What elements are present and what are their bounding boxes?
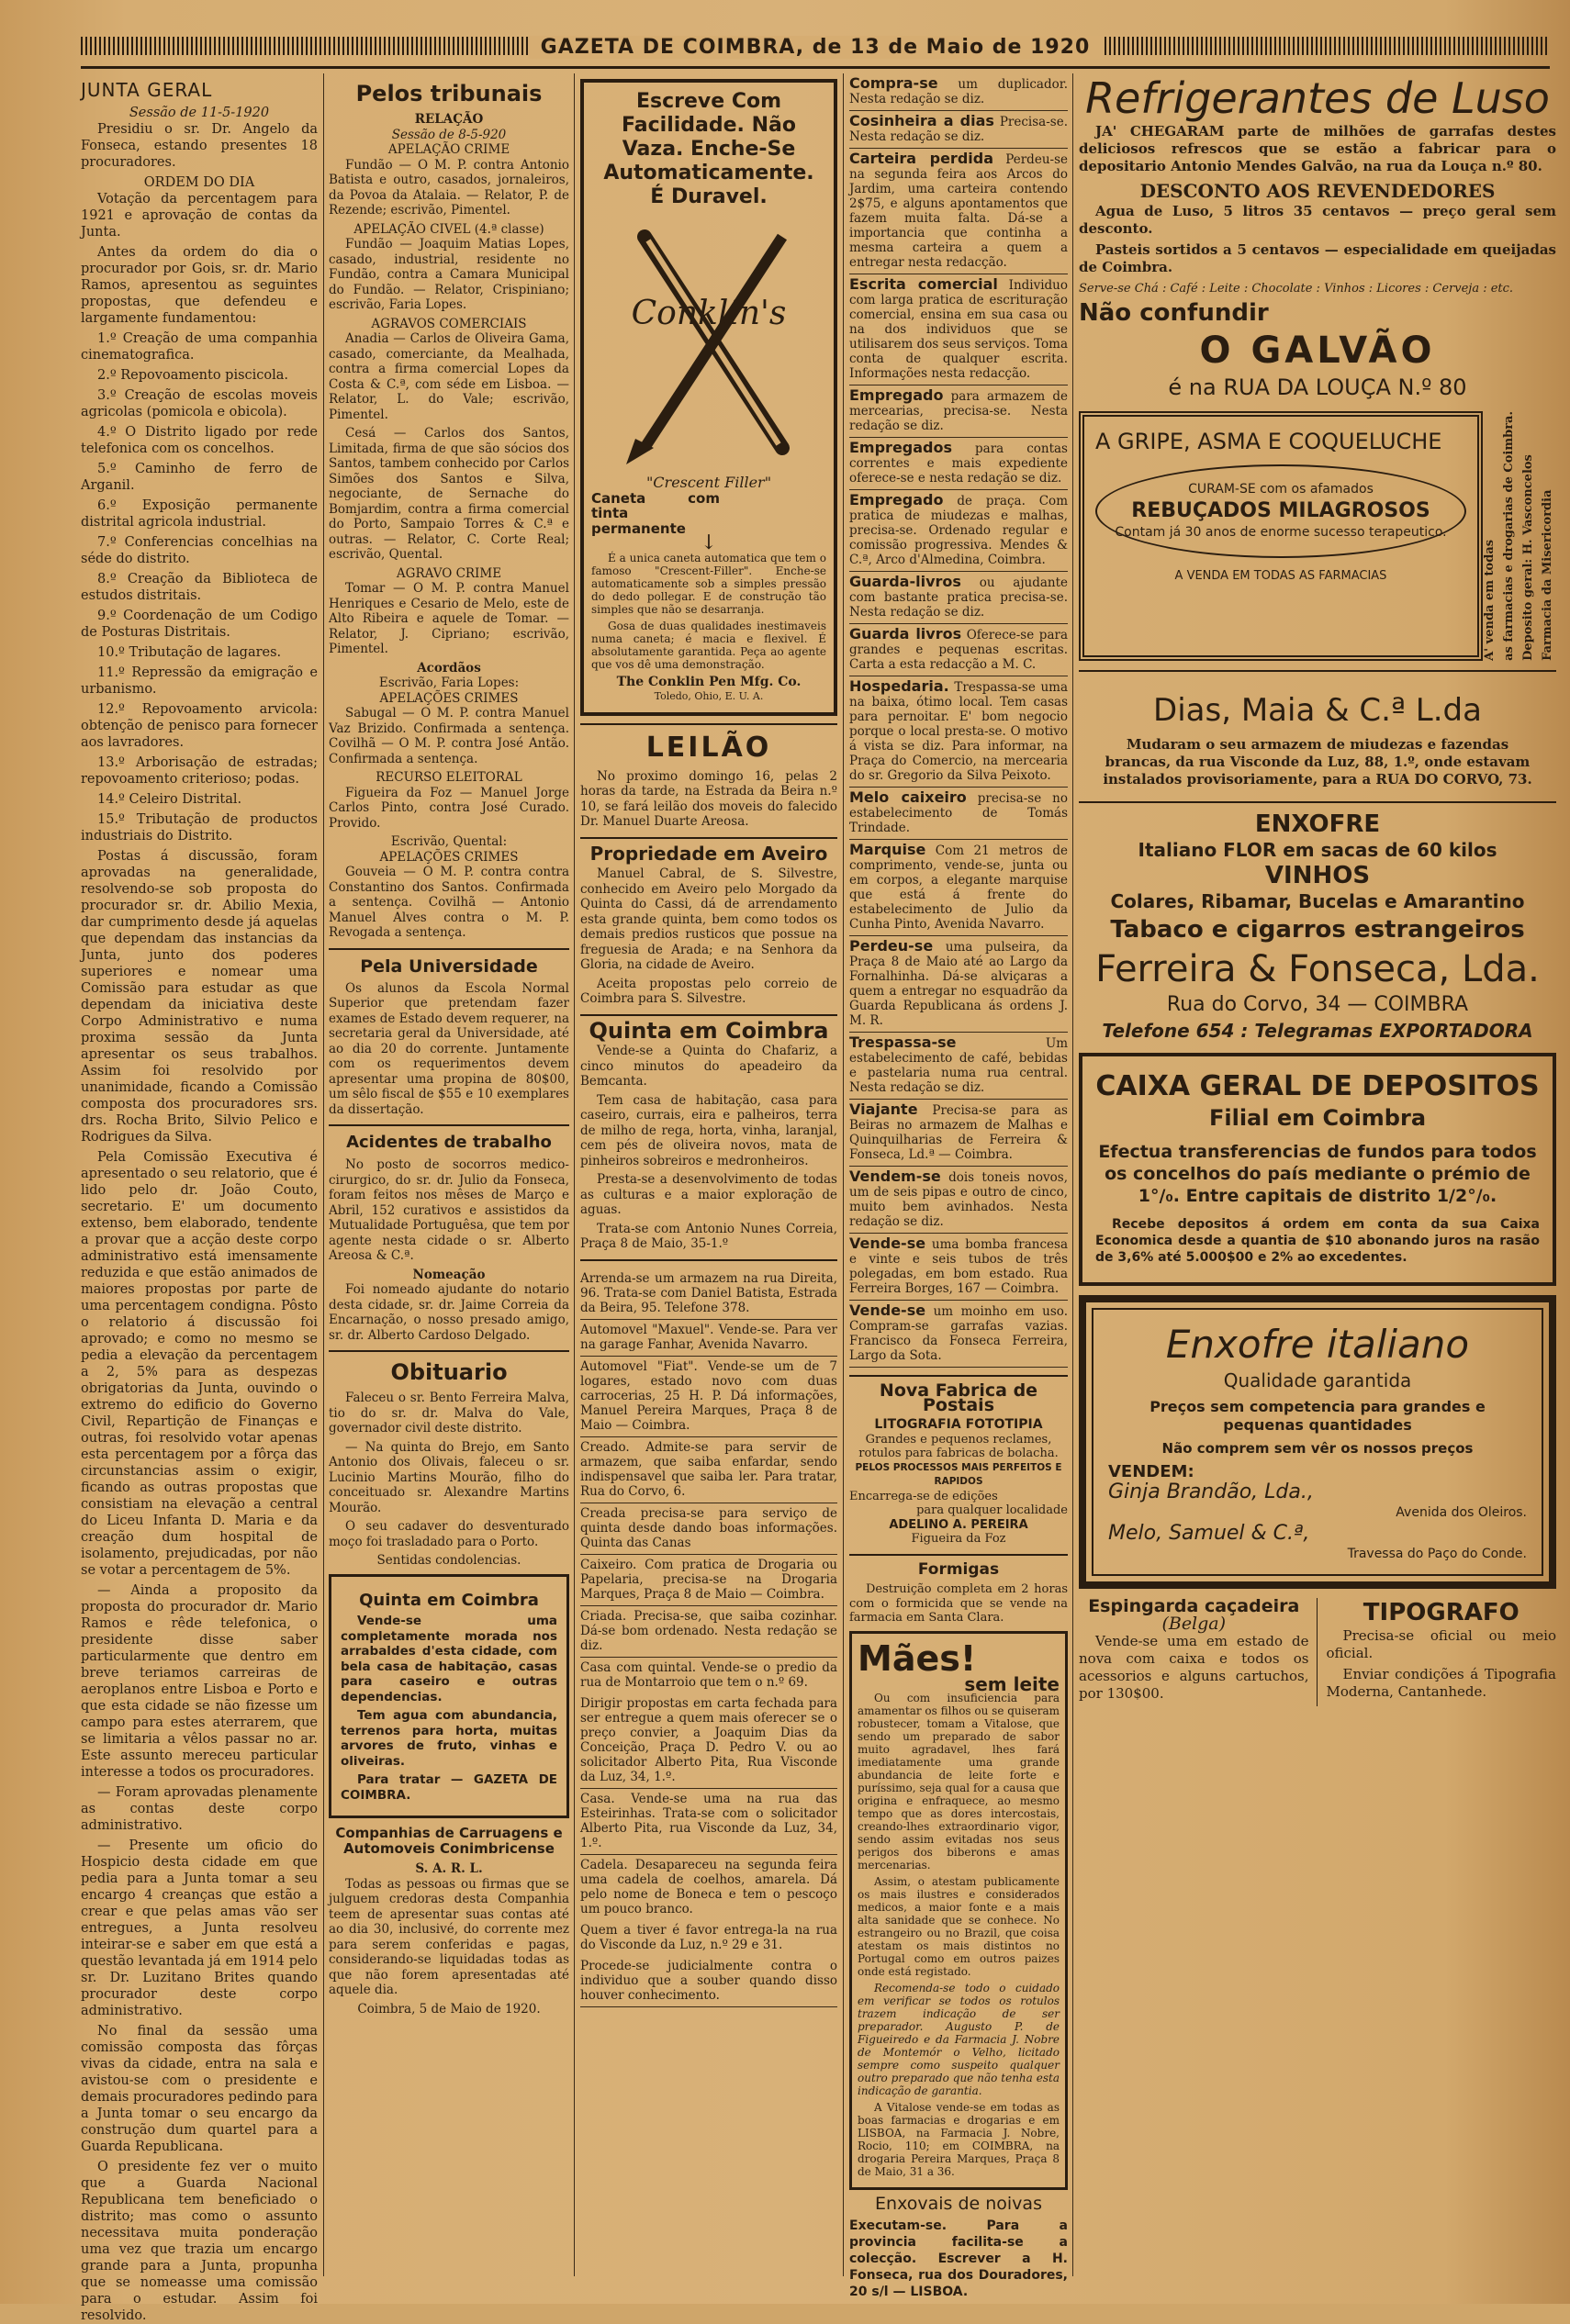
- pen-headline: Escreve Com Facilidade. Não Vaza. Enche-Se Automaticamente.: [603, 90, 814, 184]
- refrigerantes-desconto: DESCONTO AOS REVENDEDORES: [1139, 180, 1496, 202]
- case-text: Gouveia — O M. P. contra contra Constantino dos Santos. Confirmada a sentença. Covilhã — Antonio Manuel Alves contra o M. P. Revogada a sentença.: [329, 865, 569, 940]
- classified-item: [849, 1033, 1068, 1100]
- dias-maia-title: Dias, Maia & C.ª L.da: [1153, 691, 1482, 729]
- junta-paragraph: Presidiu o sr. Dr. Angelo da Fonseca, estando presentes 18 procuradores.: [81, 122, 318, 170]
- classified-item: Caixeiro. Com pratica de Drogaria ou Papelaria, precisa-se na Drogaria Marques, Praça 8 de Maio — Coimbra.: [580, 1555, 837, 1606]
- classified-text: Oferece-se para grandes e pequenas escritas. Carta a esta redacção a M. C.: [849, 628, 1068, 672]
- case-text: Sabugal — O M. P. contra Manuel Vaz Brizido. Confirmada a sentença. Covilhã — O M. P. contra José Antão. Confirmada a sentença.: [329, 706, 569, 766]
- pen-text: É a unica caneta automatica que tem o famoso "Crescent-Filler". Enche-se automaticamente sob a simples pressão do dedo pollegar. E de construção tão simples que não se desarranja.: [591, 551, 826, 616]
- refrigerantes-text: JA' CHEGARAM parte de milhões de garrafas destes deliciosos refrescos que se estão a fabricar para o depositario Antonio Mendes Galvão, na rua da Louça n.º 80.: [1079, 123, 1556, 174]
- divider: [580, 837, 837, 839]
- classified-head: Guarda livros: [849, 625, 962, 642]
- case-text: Fundão — O M. P. contra Antonio Batista e outro, casados, jornaleiros, da Povoa da Atalaia. — Relator, P. de Rezende; escrivão, Pimentel.: [329, 157, 569, 218]
- junta-paragraph: O presidente fez ver o muito que a Guarda Nacional Republicana tem beneficiado o distrito; mas como o assunto necessitava muita ponderação uma vez que trazia um encargo grande para a Junta, propunha que se nomeasse uma comissão para o estudar. Assim foi resolvido.: [81, 2160, 318, 2323]
- classified-item: [849, 490, 1068, 572]
- divider: [849, 1554, 1068, 1556]
- junta-paragraph: Votação da percentagem para 1921 e aprovação de contas da Junta.: [81, 192, 318, 240]
- classified-head: Viajante: [849, 1101, 918, 1118]
- fabrica-sub: LITOGRAFIA FOTOTIPIA: [874, 1417, 1043, 1432]
- classified-item: Cadela. Desapareceu na segunda feira uma cadela de coelhos, amarela. Dá pelo nome de Boneca e tem o pescoço um pouco branco.: [580, 1857, 837, 1916]
- ferreira-title: Ferreira & Fonseca, Lda.: [1095, 947, 1540, 990]
- classified-item: Criada. Precisa-se, que saiba cozinhar. Dá-se bom ordenado. Nesta redação se diz.: [580, 1606, 837, 1658]
- proposal-item: 12.º Repovoamento arvicola: obtenção de penisco para fornecer aos lavradores.: [81, 702, 318, 750]
- dias-maia-text: Mudaram o seu armazem de miudezas e fazendas brancas, da rua Visconde da Luz, 88, 1.º, onde estavam instalados provisoriamente, para a RUA DO CORVO, 73.: [1103, 735, 1532, 788]
- galvao-address: é na RUA DA LOUÇA N.º 80: [1168, 374, 1467, 400]
- sub-head: AGRAVOS COMERCIAIS: [371, 316, 527, 331]
- pen-durable: É Duravel.: [650, 185, 768, 208]
- proposal-item: 2.º Repovoamento piscicola.: [97, 368, 289, 383]
- classified-text: Um estabelecimento de café, bebidas e pastelaria numa rua central. Nesta redação se diz.: [849, 1036, 1068, 1095]
- divider: [580, 1014, 837, 1016]
- fabrica-name: ADELINO A. PEREIRA: [889, 1517, 1028, 1532]
- pen-city: Toledo, Ohio, E. U. A.: [654, 690, 764, 702]
- caixa-filial: Filial em Coimbra: [1208, 1104, 1427, 1131]
- maes-title: Mães!: [858, 1637, 977, 1679]
- enxofre-line: Italiano FLOR em sacas de 60 kilos: [1138, 838, 1497, 861]
- classified-item: [849, 1234, 1068, 1301]
- bottom-ads: [1079, 1595, 1556, 1706]
- quinta-chafariz-text: Trata-se com Antonio Nunes Correia, Praça 8 de Maio, 35-1.º: [580, 1221, 837, 1251]
- pen-text: Gosa de duas qualidades inestimaveis numa caneta; é macia e flexivel. É absolutamente garantida. Peça ao agente que vos dê uma demonstração.: [591, 619, 826, 671]
- junta-paragraph: No final da sessão uma comissão composta das fôrças vivas da cidade, entra na sala e avistou-se com o presidente e demais procuradores pedindo para a Junta tomar o seu encargo da construção dum quartel para a Guarda Republicana.: [81, 2024, 318, 2154]
- column-classifieds: [849, 73, 1069, 2299]
- classified-text: de praça. Com pratica de miudezas e malhas, precisa-se. Ordenado regular e comissão progressiva. Mendes & C.ª, Arco d'Almedina, Coimbra.: [849, 494, 1068, 567]
- classified-head: Cosinheira a dias: [849, 112, 994, 129]
- proposal-item: 3.º Creação de escolas moveis agricolas (pomicola e obicola).: [81, 388, 318, 419]
- escrivao: Escrivão, Faria Lopes:: [378, 676, 520, 690]
- formigas-title: Formigas: [917, 1559, 1000, 1579]
- gripe-ad: [1079, 411, 1556, 661]
- junta-paragraph: Postas á discussão, foram aprovadas na generalidade, resolvendo-se sob proposta do procurador sr. dr. Abilio Mexia, dar cumprimento desde já aquelas que dependam das instancias da Junta, junto dos poderes superiores e nomear uma Comissão para estudar as que dependam da iniciativa deste Corpo Administrativo e numa proxima sessão da Junta apresentar os seus trabalhos. Assim foi resolvido por unanimidade, ficando a Comissão composta dos procuradores srs. drs. Rocha Brito, Silvio Pelico e Rodrigues da Silva.: [81, 849, 318, 1145]
- relacao-head: RELAÇÃO: [414, 112, 484, 127]
- quinta-ad: [329, 1574, 569, 1819]
- classified-text: Com 21 metros de comprimento, vende-se, junta ou em corpos, a elegante marquise que está á frente do estabelecimento de Julio da Cunha Pinto, Avenida Navarro.: [849, 844, 1069, 932]
- proposal-item: 8.º Creação da Biblioteca de estudos distritais.: [81, 572, 318, 603]
- proposal-item: 5.º Caminho de ferro de Arganil.: [81, 462, 318, 493]
- column-tribunais: [329, 73, 569, 2295]
- classified-item: Arrenda-se um armazem na rua Direita, 96. Trata-se com Daniel Batista, Estrada da Beira, 95. Telefone 378.: [580, 1268, 837, 1320]
- sub-head: RECURSO ELEITORAL: [376, 770, 522, 785]
- espingarda-belga: (Belga): [1161, 1613, 1227, 1634]
- classified-item: [849, 274, 1068, 385]
- caixa-text2: Recebe depositos á ordem em conta da sua Caixa Economica desde a quantia de $10 abonando juros na rasão de 3,6% até 5.000$00 e 2% ao excedentes.: [1095, 1216, 1540, 1265]
- classified-item: [849, 572, 1068, 624]
- classified-text: ou ajudante com bastante pratica precisa-se. Nesta redação se diz.: [849, 575, 1069, 620]
- classified-head: Empregado: [849, 491, 944, 508]
- universidade-text: Os alunos da Escola Normal Superior que pretendam fazer exames de Estado devem requerer, na secretaria geral da Universidade, até ao dia 20 do corrente. Juntamente com os requerimentos devem apresentar uma propina de 80$00, um sêlo fiscal de $55 e 10 exemplares da dissertação.: [329, 980, 569, 1117]
- classified-head: Carteira perdida: [849, 150, 994, 167]
- proposal-item: 4.º O Distrito ligado por rede telefonica com os concelhos.: [81, 425, 318, 456]
- espingarda-ad: [1079, 1595, 1318, 1706]
- proposal-item: 14.º Celeiro Distrital.: [97, 792, 242, 807]
- enxofre-italiano-ad: [1079, 1295, 1556, 1589]
- junta-paragraph: Antes da ordem do dia o procurador por Gois, sr. dr. Mario Ramos, apresentou as seguintes propostas, que defendeu e largamente fundamentou:: [81, 245, 318, 326]
- companhia-sub: S. A. R. L.: [415, 1861, 483, 1876]
- classified-head: Marquise: [849, 841, 926, 858]
- classified-head: Empregados: [849, 439, 953, 456]
- ferreira-address: Rua do Corvo, 34 — COIMBRA: [1166, 992, 1469, 1016]
- classified-text: Precisa-se para as Beiras no armazem de Malhas e Quinquilharias de Ferreira & Fonseca, Ld.ª — Coimbra.: [849, 1103, 1068, 1162]
- galvao: O GALVÃO: [1199, 330, 1436, 372]
- gripe-side-text: Deposito geral: H. Vasconcelos: [1521, 454, 1535, 661]
- column-junta-geral: [81, 73, 318, 2323]
- tipografo-title: TIPOGRAFO: [1363, 1598, 1520, 1626]
- classified-item: [849, 111, 1068, 149]
- divider: [580, 723, 837, 725]
- pen-crescent: "Crescent Filler": [645, 474, 772, 491]
- classified-text: Individuo com larga pratica de escrituração comercial, ensina em sua casa ou na dos individuos que se utilisarem dos seus serviços. Toma conta de qualquer escrita. Informações nesta redacção.: [849, 278, 1069, 381]
- quinta-text: Tem agua com abundancia, terrenos para horta, muitas arvores de fruto, vinhas e oliveiras.: [341, 1708, 557, 1769]
- junta-paragraph: — Ainda a proposito da proposta do procurador dr. Mario Ramos e rêde telefonica, o presidente disse saber particularmente que dentro em breve teriamos carreiras de aeroplanos entre Lisboa e Porto e que esta cidade se não fizesse um campo para estes aterrarem, que se limitaria a vêlos passar no ar. Este assunto mereceu particular interesse a todos os procuradores.: [81, 1583, 318, 1780]
- gripe-contam: Contam já 30 anos de enorme sucesso terapeutico.: [1115, 525, 1447, 540]
- quinta-chafariz-text: Vende-se a Quinta do Chafariz, a cinco minutos do apeadeiro da Bemcanta.: [580, 1044, 837, 1089]
- column-rule: [843, 73, 844, 2276]
- classified-text: para contas correntes e mais expediente oferece-se e nesta redação se diz.: [849, 441, 1068, 486]
- classified-item: Quem a tiver é favor entrega-la na rua do Visconde da Luz, n.º 29 e 31.: [580, 1922, 837, 1952]
- classified-item: [849, 1100, 1068, 1167]
- masthead-bar: [81, 28, 1550, 69]
- proposal-item: 1.º Creação de uma companhia cinematografica.: [81, 331, 318, 363]
- companhia-text: Todas as pessoas ou firmas que se julguem credoras desta Companhia teem de apresentar suas contas até ao dia 30, inclusivé, do corrente mez para serem conferidas e pagas, considerando-se liquidadas todas as que não forem apresentadas até aquele dia.: [329, 1876, 569, 1997]
- classified-head: Escrita comercial: [849, 275, 998, 293]
- enxofre-italiano-ginja: Ginja Brandão, Lda.,: [1108, 1480, 1314, 1503]
- classified-text: dois toneis novos, um de seis pipas e outro de cinco, muito bem avinhados. Nesta redação se diz.: [849, 1170, 1068, 1229]
- case-text: Anadia — Carlos de Oliveira Gama, casado, comerciante, da Mealhada, contra a firma comercial Lopes da Costa & C.ª, com séde em Lisboa. — Relator, L. do Vale; escrivão, Pimentel.: [329, 331, 569, 422]
- gripe-rebucados: REBUÇADOS MILAGROSOS: [1131, 499, 1430, 522]
- enxofre-title: ENXOFRE: [1254, 810, 1381, 838]
- tabaco-line: Tabaco e cigarros estrangeiros: [1110, 915, 1525, 944]
- proposal-item: 6.º Exposição permanente distrital agricola industrial.: [81, 498, 318, 530]
- acordaos-head: Acordãos: [417, 660, 481, 676]
- classified-head: Melo caixeiro: [849, 788, 967, 806]
- classified-item: [849, 149, 1068, 274]
- classified-text: uma pulseira, da Praça 8 de Maio até ao Largo da Fornalhinha. Dá-se alviçaras a quem a entregar no esquadrão da Guarda Republicana ás ordens J. M. R.: [849, 940, 1069, 1028]
- enxofre-italiano-precos: Preços sem competencia para grandes e pequenas quantidades: [1149, 1397, 1486, 1434]
- sub-head: APELAÇÕES CRIMES: [379, 849, 519, 865]
- classified-item: Casa com quintal. Vende-se o predio da rua de Montarroio que tem o n.º 69.: [580, 1659, 837, 1690]
- sub-head: AGRAVO CRIME: [396, 565, 502, 581]
- proposal-item: 7.º Conferencias concelhias na séde do distrito.: [81, 535, 318, 566]
- quinta-text: Para tratar — GAZETA DE COIMBRA.: [341, 1772, 557, 1803]
- divider: [849, 1375, 1068, 1377]
- nao-confundir: Não confundir: [1079, 299, 1269, 327]
- universidade-title: Pela Universidade: [360, 955, 538, 977]
- refrigerantes-agua: Agua de Luso, 5 litros 35 centavos — preço geral sem desconto.: [1079, 203, 1556, 237]
- caixa-title: CAIXA GERAL DE DEPOSITOS: [1095, 1069, 1540, 1102]
- enxovais-text: Executam-se. Para a provincia facilita-se a colecção. Escrever a H. Fonseca, rua dos Douradores, 20 s/l — LISBOA.: [849, 2218, 1068, 2299]
- acidentes-title: Acidentes de trabalho: [346, 1133, 552, 1152]
- classified-head: Perdeu-se: [849, 937, 934, 955]
- arrow-down-icon: ↓: [700, 531, 718, 554]
- gripe-cura: CURAM-SE com os afamados: [1188, 482, 1374, 497]
- gripe-oval: [1095, 464, 1466, 558]
- sub-head: APELAÇÃO CRIME: [387, 142, 510, 157]
- espingarda-text: Vende-se uma em estado de nova com caixa e todos os acessorios e alguns cartuchos, por 130$00.: [1079, 1632, 1309, 1702]
- obituario-text: O seu cadaver do desventurado moço foi trasladado para o Porto.: [329, 1519, 569, 1549]
- classified-item: Automovel "Maxuel". Vende-se. Para ver na garage Fanhar, Avenida Navarro.: [580, 1320, 837, 1357]
- junta-title: JUNTA GERAL: [81, 79, 213, 101]
- proposal-item: 15.º Tributação de productos industriais do Distrito.: [81, 812, 318, 844]
- pen-caneta: Caneta com tinta permanente: [591, 489, 720, 537]
- case-text: Cesá — Carlos dos Santos, Limitada, firma de que são sócios dos Santos, tambem conhecido por Carlos Simões dos Santos e Silva, negociante, de Sernache do Bomjardim, contra a firma comercial do Porto, Sampaio Torres & C.ª e outras. — Relator, C. Corte Real; escrivão, Quental.: [329, 426, 569, 562]
- junta-paragraph: — Foram aprovadas plenamente as contas deste corpo administrativo.: [81, 1785, 318, 1833]
- classified-item: Automovel "Fiat". Vende-se um de 7 logares, estado novo com duas carrocerias, 25 H. P. Dá informações, Manuel Pereira Marques, Praça 8 de Maio — Coimbra.: [580, 1357, 837, 1437]
- fabrica-enc: Encarrega-se de edições: [849, 1489, 998, 1503]
- junta-paragraph: Pela Comissão Executiva é apresentado o seu relatorio, que é lido pelo dr. João Couto, secretario. E' um documento extenso, bem elaborado, tendente a provar que a acção deste corpo administrativo está imensamente reduzida e que estão animados de maiores propostas por parte de uma percentagem condigna. Pôsto o relatorio á discussão foi aprovado; e como no mesmo se pedia a elevação da percentagem a 2, 5% para as despezas obrigatorias da Junta, ouvindo o extremo do edificio do Governo Civil, Repartição de Finanças e outras, foi resolvido votar apenas esta percentagem por a fôrça das circunstancias assim o exigir, ficando as outras propostas que consistiam na elevação a central do Liceu Infanta D. Maria e da creação dum hospital de isolamento, prejudicadas, por não se votar a percentagem de 5%.: [81, 1150, 318, 1578]
- classified-head: Vende-se: [849, 1235, 926, 1252]
- companhia-date: Coimbra, 5 de Maio de 1920.: [357, 2001, 541, 2017]
- classified-item: [849, 788, 1068, 840]
- gripe-side-text: Farmacia da Misericordia: [1541, 489, 1554, 661]
- classified-text: Trespassa-se uma na baixa, ótimo local. Tem casas para pernoitar. E' bom negocio porque o local presta-se. O motivo á vista se diz. Para informar, na Praça do Comercio, na mercearia do sr. Gregorio da Silva Peixoto.: [849, 680, 1068, 783]
- espingarda-title: Espingarda caçadeira: [1088, 1595, 1300, 1616]
- classified-text: um moinho em uso. Compram-se garrafas vazias. Francisco da Fonseca Ferreira, Largo da Sota.: [849, 1304, 1068, 1363]
- pen-illustration: [617, 218, 801, 466]
- fabrica-text: Grandes e pequenos reclames, rotulos para fabricas de bolacha.: [858, 1432, 1059, 1460]
- conklin-ad: [580, 79, 837, 716]
- enxofre-italiano-melo: Melo, Samuel & C.ª,: [1108, 1521, 1310, 1545]
- gripe-box: [1079, 411, 1483, 661]
- maes-text: A Vitalose vende-se em todas as boas farmacias e drogarias e em LISBOA, na Farmacia J. Nobre, Rocio, 110; em COIMBRA, na drogaria Pereira Marques, Praça 8 de Maio, 31 a 36.: [858, 2101, 1060, 2178]
- classified-item: Creada precisa-se para serviço de quinta desde dando boas informações. Quinta das Canas: [580, 1503, 837, 1555]
- proposal-list: [81, 330, 318, 844]
- pen-brand: Conklin's: [631, 295, 787, 332]
- classified-item: [849, 624, 1068, 676]
- tipografo-ad: [1327, 1598, 1557, 1706]
- divider: [1079, 801, 1556, 803]
- classified-text: uma bomba francesa e vinte e seis tubos de três polegadas, em bom estado. Rua Ferreira Borges, 167 — Coimbra.: [849, 1237, 1068, 1296]
- classified-item: [849, 1301, 1068, 1368]
- nomeacao-title: Nomeação: [412, 1267, 486, 1282]
- classified-text: precisa-se no estabelecimento de Tomás Trindade.: [849, 791, 1068, 835]
- classified-item: Procede-se judicialmente contra o individuo que a souber quando disso houver conhecimento.: [580, 1956, 837, 2007]
- enxovais-title: Enxovais de noivas: [875, 2194, 1042, 2214]
- proposal-item: 9.º Coordenação de um Codigo de Posturas Distritais.: [81, 609, 318, 640]
- vitalose-ad: [849, 1631, 1068, 2191]
- obituario-title: Obituario: [390, 1359, 508, 1385]
- enxofre-italiano-qualidade: Qualidade garantida: [1223, 1369, 1412, 1391]
- classified-item: Casa. Vende-se uma na rua das Esteirinhas. Trata-se com o solicitador Alberto Pita, rua Visconde da Luz, 34, 1.º.: [580, 1789, 837, 1855]
- classified-head: Hospedaria.: [849, 677, 949, 695]
- classified-head: Empregado: [849, 386, 944, 404]
- sub-head: APELAÇÕES CRIMES: [379, 690, 519, 706]
- case-text: Fundão — Joaquim Matias Lopes, casado, industrial, residente no Fundão, contra a Camara Municipal do Fundão. — Relator, Crispiniano; escrivão, Faria Lopes.: [329, 237, 569, 312]
- refrigerantes-pasteis: Pasteis sortidos a 5 centavos — especialidade em queijadas de Coimbra.: [1079, 241, 1556, 275]
- companhia-title: Companhias de Carruagens e Automoveis Conimbricense: [335, 1825, 563, 1857]
- maes-text: Assim, o atestam publicamente os mais ilustres e considerados medicos, a maior fonte e a mais alta sanidade que se conhece. No estrangeiro ou no Brazil, que coisa atestam os mais distintos no Portugal como em outros paizes onde está registado.: [858, 1875, 1060, 1978]
- escrivao: Escrivão, Quental:: [390, 834, 508, 849]
- leilao-title: LEILÃO: [645, 731, 772, 764]
- formigas-text: Destruição completa em 2 horas com o formicida que se vende na farmacia em Santa Clara.: [849, 1582, 1068, 1625]
- ferreira-telefone: Telefone 654 : Telegramas EXPORTADORA: [1102, 1019, 1533, 1042]
- classified-text: Perdeu-se na segunda feira aos Arcos do Jardim, uma carteira contendo 2$75, e alguns apontamentos que fazem muita falta. Dá-se a importancia que continha a mesma carteira a quem a entregar nesta redacção.: [849, 152, 1068, 270]
- maes-sub: sem leite: [964, 1672, 1060, 1695]
- column-rule: [1072, 73, 1073, 2276]
- sub-head: APELAÇÃO CIVEL (4.ª classe): [353, 221, 544, 237]
- acidentes-text: No posto de socorros medico-cirurgico, do sr. dr. Julio da Fonseca, foram feitos nos mêses de Março e Abril, 152 curativos e assistidos da Mutualidade Portuguêsa, que tem por agente nesta cidade o sr. Alberto Areosa & C.ª.: [329, 1157, 569, 1263]
- column-rule: [323, 73, 324, 2276]
- gripe-venda: A VENDA EM TODAS AS FARMACIAS: [1174, 569, 1387, 583]
- enxofre-italiano-melo-addr: Travessa do Paço do Conde.: [1347, 1546, 1527, 1561]
- divider: [329, 948, 569, 950]
- junta-paragraph: — Presente um oficio do Hospicio desta cidade em que pedia para a Junta tomar a seu encargo 4 creanças que estão a crear e que pelas amas vão ser entregues, a Junta resolveu inteirar-se e saber em que está a questão levantada já em 1914 pelo sr. Dr. Luzitano Brites quando procurador deste corpo administrativo.: [81, 1838, 318, 2018]
- tipografo-text: Precisa-se oficial ou meio oficial.: [1326, 1626, 1556, 1661]
- classified-item: Dirigir propostas em carta fechada para ser entregue a quem mais oferecer se o preço convier, a Joaquim Dias da Conceição, Praça D. Pedro V. ou ao solicitador Alberto Pita, Rua Visconde da Luz, 34, 1.º.: [580, 1693, 837, 1789]
- classified-head: Compra-se: [849, 74, 938, 92]
- case-text: Figueira da Foz — Manuel Jorge Carlos Pinto, contra José Curado. Provido.: [329, 785, 569, 831]
- propriedade-title: Propriedade em Aveiro: [589, 842, 828, 865]
- fabrica-enc2: para qualquer localidade: [916, 1503, 1068, 1517]
- proposal-item: 11.º Repressão da emigração e urbanismo.: [81, 665, 318, 697]
- classified-text: Precisa-se. Nesta redação se diz.: [849, 115, 1068, 144]
- vinhos-line: Colares, Ribamar, Bucelas e Amarantino: [1110, 889, 1525, 912]
- classified-text: um duplicador. Nesta redação se diz.: [849, 77, 1068, 106]
- enxofre-italiano-ginja-addr: Avenida dos Oleiros.: [1396, 1504, 1527, 1520]
- refrigerantes-serve: Serve-se Chá : Café : Leite : Chocolate : Vinhos : Licores : Cerveja : etc.: [1079, 282, 1514, 296]
- divider: [329, 1350, 569, 1352]
- nomeacao-text: Foi nomeado ajudante do notario desta cidade, sr. dr. Jaime Correia da Encarnação, o nosso presado amigo, sr. dr. Alberto Cardoso Delgado.: [329, 1282, 569, 1343]
- gripe-title: A GRIPE, ASMA E COQUELUCHE: [1095, 429, 1442, 454]
- classified-item: [849, 73, 1068, 111]
- classified-head: Trespassa-se: [849, 1034, 957, 1051]
- classified-text: para armazem de mercearias, precisa-se. Nesta redação se diz.: [849, 389, 1068, 433]
- maes-text: Ou com insuficiencia para amamentar os filhos ou se quiseram robustecer, tomam a Vitalose, que sendo um preparado de sabor muito agradavel, lhes fará imediatamente uma grande abundancia de leite forte e puríssimo, seja qual for a causa que origina e enfraquece, ao mesmo tempo que as dores intercostais, creando-lhes extraordinario vigor, sendo assim evitadas nos seus perigos dos biberons e amas mercenarias.: [858, 1692, 1060, 1871]
- proposal-item: 10.º Tributação de lagares.: [97, 645, 282, 660]
- obituario-text: — Na quinta do Brejo, em Santo Antonio dos Olivais, faleceu o sr. Lucinio Martins Mourão, filho do conceituado sr. Alexandre Martins Mourão.: [329, 1439, 569, 1515]
- pen-company: The Conklin Pen Mfg. Co.: [616, 674, 802, 689]
- quinta-title: Quinta em Coimbra: [359, 1590, 539, 1610]
- enxofre-italiano-vendem: VENDEM:: [1108, 1461, 1194, 1481]
- quinta-text: Vende-se uma completamente morada nos arrabaldes d'esta cidade, com bela casa de habitação, casas para caseiro e outras dependencias.: [341, 1614, 557, 1704]
- tribunais-title: Pelos tribunais: [355, 81, 543, 106]
- caixa-text: Efectua transferencias de fundos para todos os concelhos do país mediante o prémio de 1°/₀. Entre capitais de distrito 1/2°/₀.: [1098, 1141, 1537, 1206]
- obituario-text: Faleceu o sr. Bento Ferreira Malva, tio do sr. dr. Malva do Vale, governador civil deste distrito.: [329, 1391, 569, 1436]
- divider: [580, 1259, 837, 1261]
- classified-head: Guarda-livros: [849, 573, 961, 590]
- proposal-item: 13.º Arborisação de estradas; repovoamento criterioso; podas.: [81, 755, 318, 787]
- vinhos-title: VINHOS: [1264, 861, 1371, 889]
- order-head: ORDEM DO DIA: [143, 175, 255, 190]
- classified-list: [849, 73, 1068, 1368]
- gripe-side-text: A' venda em todas: [1483, 539, 1497, 661]
- classified-item: Creado. Admite-se para servir de armazem, que saiba enfardar, sendo indispensavel que saiba ler. Para tratar, Rua do Corvo, 6.: [580, 1437, 837, 1503]
- fountain-pen-icon: [617, 218, 801, 466]
- classified-item: [849, 840, 1068, 936]
- classified-item: [849, 385, 1068, 438]
- fabrica-proc: PELOS PROCESSOS MAIS PERFEITOS E RAPIDOS: [855, 1461, 1062, 1487]
- enxofre-italiano-nao: Não comprem sem vêr os nossos preços: [1161, 1439, 1474, 1457]
- quinta-chafariz-text: Tem casa de habitação, casa para caseiro, currais, eira e palheiros, terra de milho de rega, horta, vinha, laranjal, cem pés de oliveira novos, mata de pinheiros sobreiros e medronheiros.: [580, 1092, 837, 1168]
- obituario-text: Sentidas condolencias.: [376, 1553, 521, 1568]
- classified-item: [849, 936, 1068, 1033]
- tipografo-text: Enviar condições á Tipografia Moderna, Cantanhede.: [1326, 1665, 1556, 1700]
- classified-item: [849, 676, 1068, 788]
- relacao-session: Sessão de 8-5-920: [391, 127, 507, 142]
- fabrica-title: Nova Fabrica de Postais: [879, 1380, 1038, 1415]
- column-ads-center: [580, 73, 837, 2295]
- classified-item: [849, 438, 1068, 490]
- classified-item: [849, 1167, 1068, 1234]
- column-rule: [574, 73, 575, 2276]
- gripe-side: [1483, 411, 1556, 661]
- maes-text: Recomenda-se todo o cuidado em verificar se todos os rotulos trazem indicação de ser preparador. Augusto P. de Figueiredo e da Farmacia J. Nobre de Montemór o Velho, licitado sempre como suspeito qualquer outro preparado que não tenha esta indicação de garantia.: [858, 1982, 1060, 2097]
- masthead-title: GAZETA DE COIMBRA, de 13 de Maio de 1920: [528, 36, 1104, 59]
- classified-head: Vende-se: [849, 1302, 926, 1319]
- column-ads-right: [1079, 73, 1556, 2295]
- classified-head: Vendem-se: [849, 1168, 941, 1185]
- gripe-side-text: as farmacias e drogarias de Coimbra.: [1502, 411, 1516, 661]
- divider: [1079, 670, 1556, 672]
- caixa-ad: [1079, 1053, 1556, 1286]
- propriedade-text: Manuel Cabral, de S. Silvestre, conhecido em Aveiro pelo Morgado da Quinta do Cassi, dá de arrendamento esta grande quinta, bem como todos os demais predios rusticos que possue na freguesia de Arada; e na Senhora da Gloria, na cidade de Aveiro.: [580, 866, 837, 972]
- leilao-text: No proximo domingo 16, pelas 2 horas da tarde, na Estrada da Beira n.º 10, se fará leilão dos moveis do falecido Dr. Manuel Duarte Areosa.: [580, 768, 837, 829]
- refrigerantes-title: Refrigerantes de Luso: [1085, 73, 1550, 123]
- fabrica-city: Figueira da Foz: [911, 1532, 1006, 1546]
- quinta-chafariz-title: Quinta em Coimbra: [589, 1017, 829, 1044]
- enxofre-italiano-title: Enxofre italiano: [1165, 1321, 1470, 1367]
- junta-subtitle: Sessão de 11-5-1920: [129, 106, 270, 120]
- quinta-chafariz-text: Presta-se a desenvolvimento de todas as culturas e a maior exploração de aguas.: [580, 1172, 837, 1217]
- case-text: Tomar — O M. P. contra Manuel Henriques e Cesario de Melo, este de Alto Ribeira e aquele de Tomar. — Relator, J. Cipriano; escrivão, Pimentel.: [329, 581, 569, 656]
- divider: [329, 1124, 569, 1126]
- propriedade-text: Aceita propostas pelo correio de Coimbra para S. Silvestre.: [580, 976, 837, 1006]
